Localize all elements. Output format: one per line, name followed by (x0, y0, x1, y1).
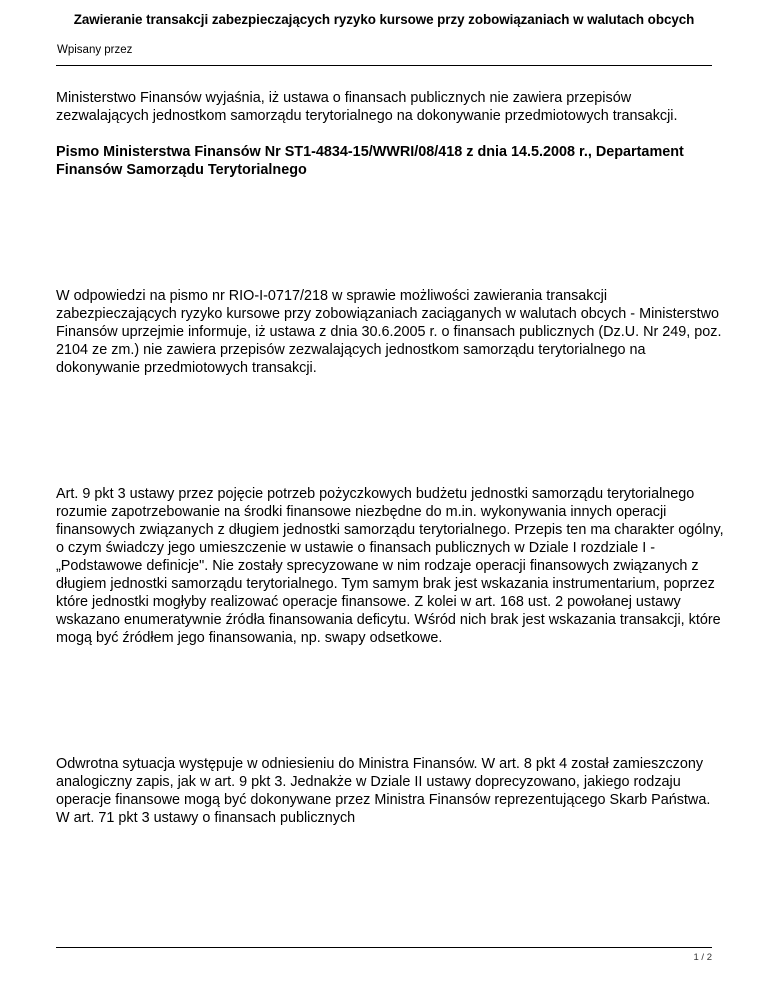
body-paragraph: Art. 9 pkt 3 ustawy przez pojęcie potrzeb pożyczkowych budżetu jednostki samorządu terytorialnego rozumie zapotrzebowanie na środki finansowe niezbędne do m.in. wykonywania innych operacji finansowych związanych z długiem jednostki samorządu terytorialnego. Przepis ten ma charakter ogólny, o czym świadczy jego umieszczenie w ustawie o finansach publicznych w Dziale I rozdziale I - „Podstawowe definicje". Nie zostały sprecyzowane w nim rodzaje operacji finansowych związanych z długiem jednostki samorządu terytorialnego. Tym samym brak jest wskazania instrumentarium, poprzez które jednostki mogłyby realizować operacje finansowe. Z kolei w art. 168 ust. 2 powołanej ustawy wskazano enumeratywnie źródła finansowania deficytu. Wśród nich brak jest wskazania transakcji, które mogą być źródłem jego finansowania, np. swapy odsetkowe. (56, 486, 724, 646)
page-number: 1 / 2 (693, 952, 712, 963)
page-title: Zawieranie transakcji zabezpieczających ryzyko kursowe przy zobowiązaniach w walutach obcych (73, 12, 695, 27)
article-body (56, 89, 724, 827)
author-byline: Wpisany przez (57, 44, 133, 56)
source-citation: Pismo Ministerstwa Finansów Nr ST1-4834-15/WWRI/08/418 z dnia 14.5.2008 r., Departament Finansów Samorządu Terytorialnego (56, 144, 684, 178)
body-paragraph: Odwrotna sytuacja występuje w odniesieniu do Ministra Finansów. W art. 8 pkt 4 został zamieszczony analogiczny zapis, jak w art. 9 pkt 3. Jednakże w Dziale II ustawy doprecyzowano, jakiego rodzaju operacje finansowe mogą być dokonywane przez Ministra Finansów reprezentującego Skarb Państwa. W art. 71 pkt 3 ustawy o finansach publicznych (56, 756, 711, 826)
header-divider (56, 65, 712, 66)
footer-divider (56, 947, 712, 948)
body-paragraph: W odpowiedzi na pismo nr RIO-I-0717/218 w sprawie możliwości zawierania transakcji zabezpieczających ryzyko kursowe przy zobowiązaniach zaciąganych w walutach obcych - Ministerstwo Finansów uprzejmie informuje, iż ustawa z dnia 30.6.2005 r. o finansach publicznych (Dz.U. Nr 249, poz. 2104 ze zm.) nie zawiera przepisów zezwalających jednostkom samorządu terytorialnego na dokonywanie przedmiotowych transakcji. (56, 288, 722, 376)
lead-paragraph: Ministerstwo Finansów wyjaśnia, iż ustawa o finansach publicznych nie zawiera przepisów zezwalających jednostkom samorządu terytorialnego na dokonywanie przedmiotowych transakcji. (56, 90, 678, 124)
